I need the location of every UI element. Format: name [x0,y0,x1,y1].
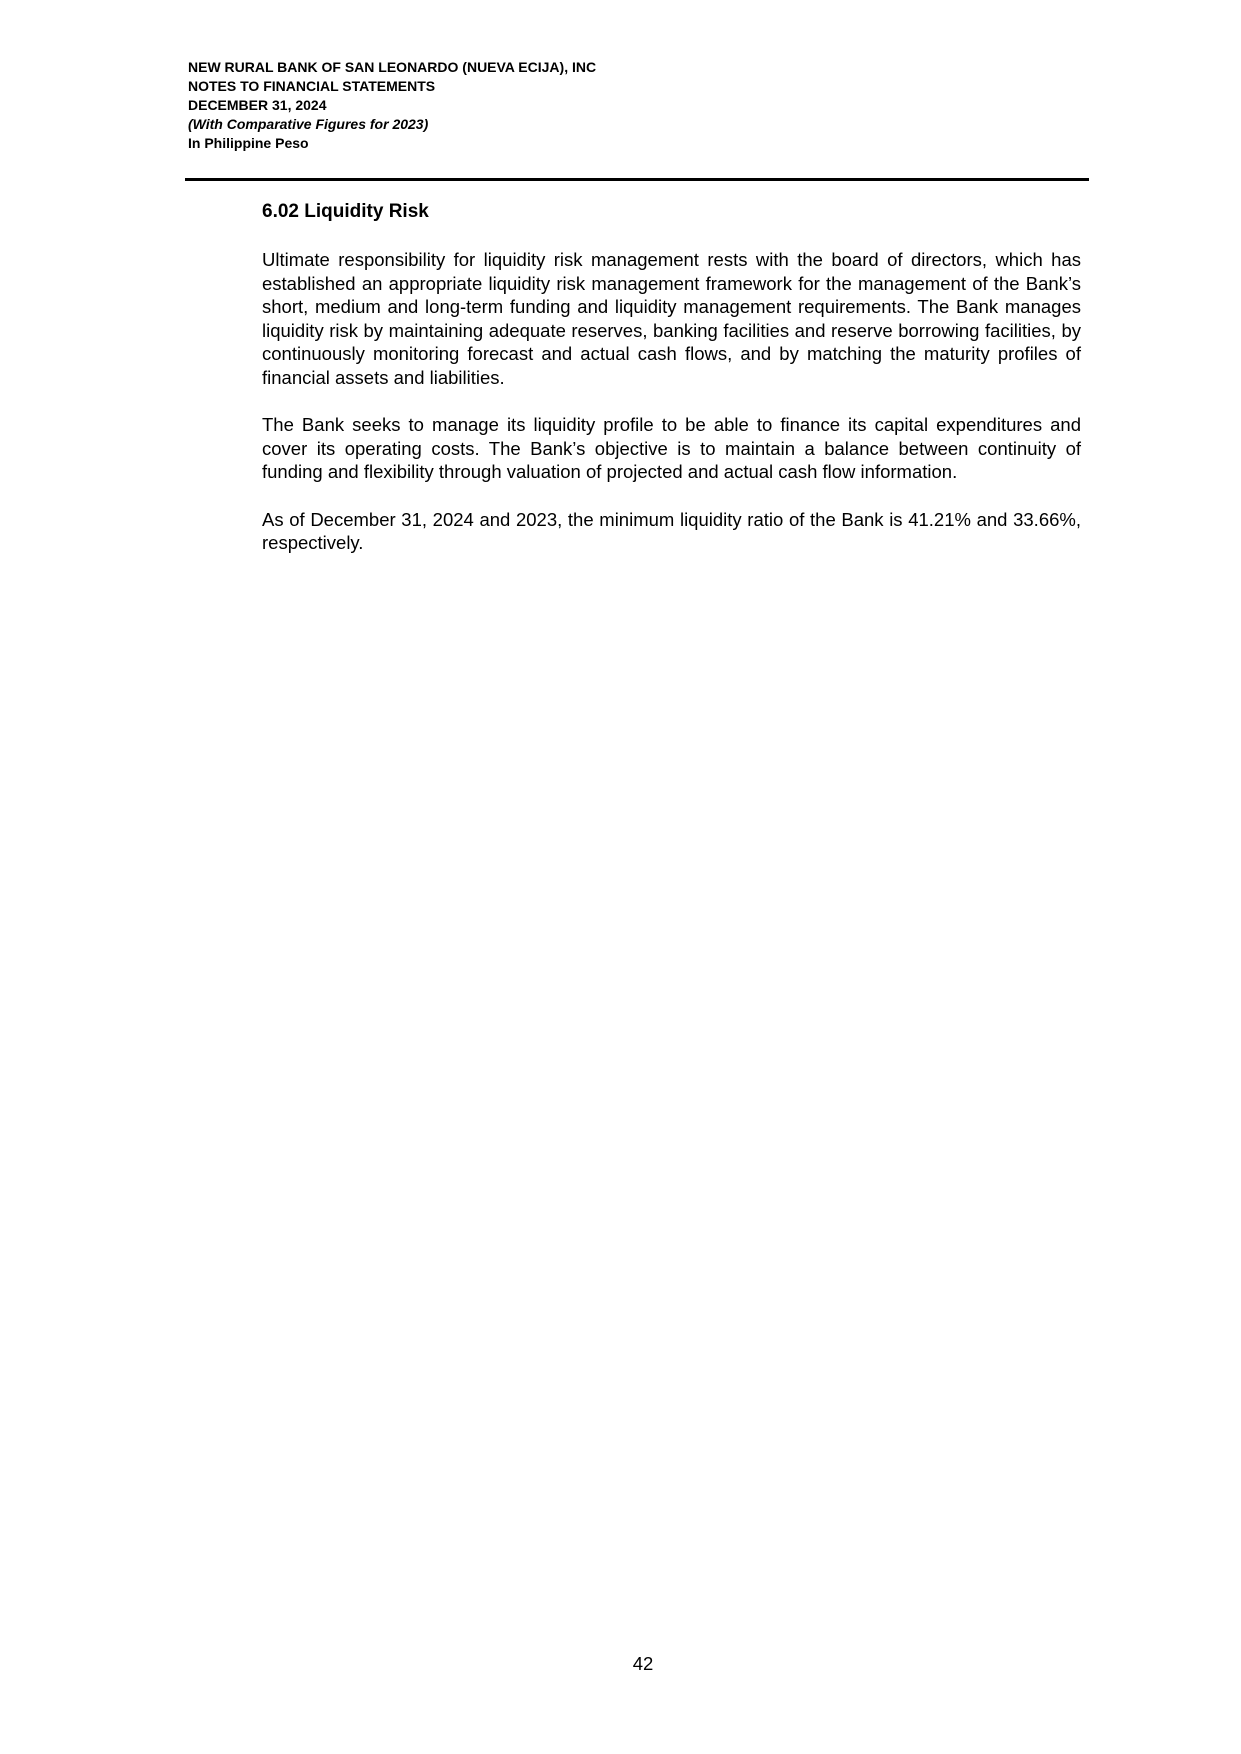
paragraph-responsibility: Ultimate responsibility for liquidity risk management rests with the board of directors, which has established an appropriate liquidity risk management framework for the management of the Bank’s short, medium and long-term funding and liquidity management requirements. The Bank manages liquidity risk by maintaining adequate reserves, banking facilities and reserve borrowing facilities, by continuously monitoring forecast and actual cash flows, and by matching the maturity profiles of financial assets and liabilities. [262,249,1081,388]
statement-title: NOTES TO FINANCIAL STATEMENTS [188,78,436,94]
comparative-note: (With Comparative Figures for 2023) [188,116,429,132]
page-number: 42 [632,1653,654,1674]
section-title: 6.02 Liquidity Risk [262,201,429,222]
currency-note: In Philippine Peso [188,135,309,151]
statement-date: DECEMBER 31, 2024 [188,97,327,113]
header-divider [185,178,1089,181]
paragraph-liquidity-ratio: As of December 31, 2024 and 2023, the minimum liquidity ratio of the Bank is 41.21% and 33.66%, respectively. [262,508,1081,554]
document-header [188,58,1088,153]
paragraph-liquidity-profile: The Bank seeks to manage its liquidity profile to be able to finance its capital expenditures and cover its operating costs. The Bank’s objective is to maintain a balance between continuity of funding and flexibility through valuation of projected and actual cash flow information. [262,414,1081,483]
section-liquidity-risk [262,200,1081,578]
company-name: NEW RURAL BANK OF SAN LEONARDO (NUEVA ECIJA), INC [188,59,597,75]
